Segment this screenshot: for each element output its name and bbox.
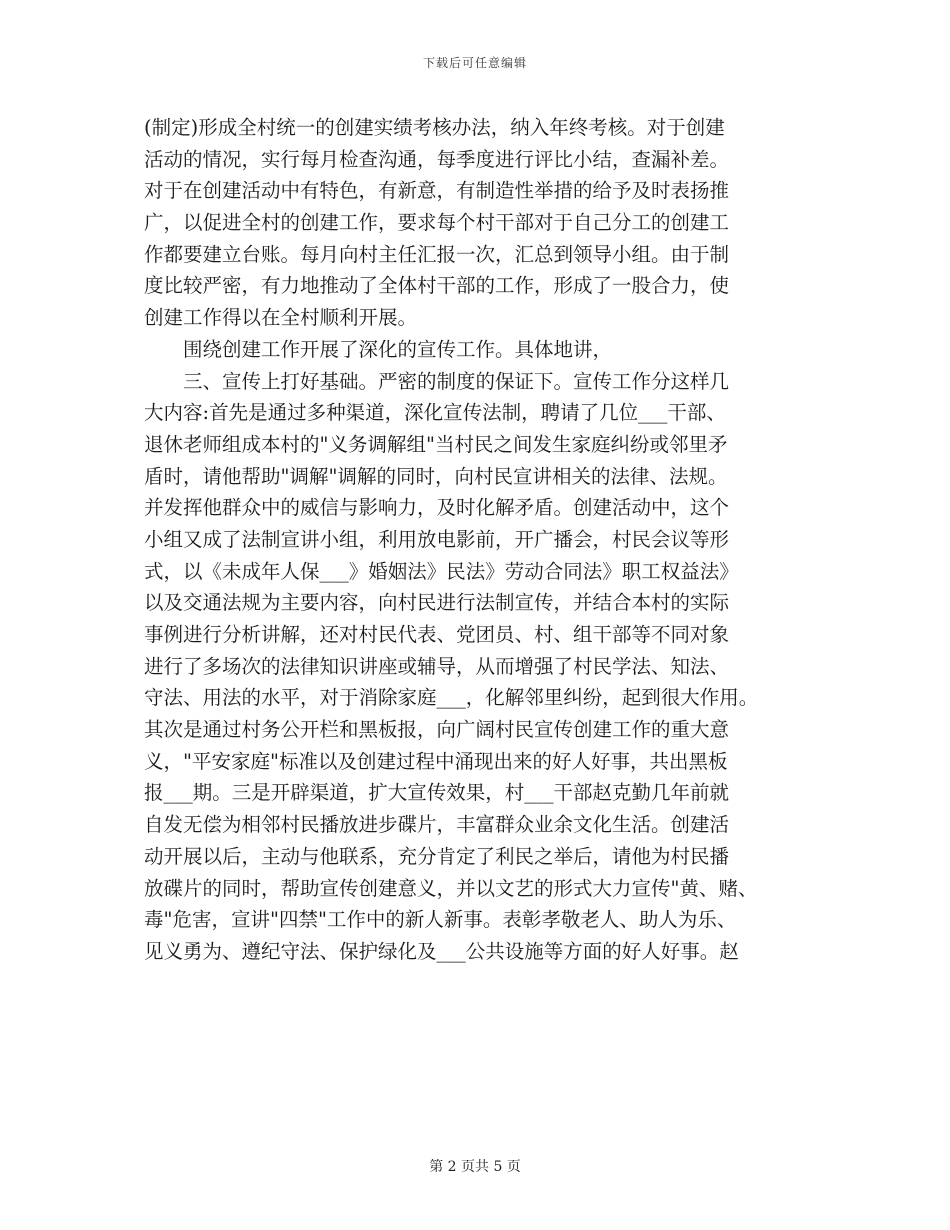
text-line: 报___期。三是开辟渠道，扩大宣传效果，村___干部赵克勤几年前就 bbox=[144, 781, 730, 805]
text-line: 对于在创建活动中有特色，有新意，有制造性举措的给予及时表扬推 bbox=[144, 179, 730, 203]
text-line: 义，"平安家庭"标准以及创建过程中涌现出来的好人好事，共出黑板 bbox=[144, 749, 728, 773]
text-line: 退休老师组成本村的"义务调解组"当村民之间发生家庭纠纷或邻里矛 bbox=[144, 432, 728, 456]
page-footer: 第 2 页共 5 页 bbox=[429, 1159, 521, 1175]
text-line: 进行了多场次的法律知识讲座或辅导，从而增强了村民学法、知法、 bbox=[144, 654, 730, 678]
text-line: 创建工作得以在全村顺利开展。 bbox=[144, 306, 418, 330]
text-line: 作都要建立台账。每月向村主任汇报一次，汇总到领导小组。由于制 bbox=[144, 242, 730, 266]
text-line: 三、宣传上打好基础。严密的制度的保证下。宣传工作分这样几 bbox=[144, 369, 730, 393]
text-line: 式，以《未成年人保___》婚姻法》民法》劳动合同法》职工权益法》 bbox=[144, 559, 739, 583]
text-line: 守法、用法的水平，对于消除家庭___，化解邻里纠纷，起到很大作用。 bbox=[144, 686, 759, 710]
text-line: 以及交通法规为主要内容，向村民进行法制宣传，并结合本村的实际 bbox=[144, 591, 730, 615]
text-line: 并发挥他群众中的威信与影响力，及时化解矛盾。创建活动中，这个 bbox=[144, 496, 730, 520]
text-line: 围绕创建工作开展了深化的宣传工作。具体地讲， bbox=[144, 337, 613, 361]
text-line: 小组又成了法制宣讲小组，利用放电影前，开广播会，村民会议等形 bbox=[144, 527, 730, 551]
text-line: 毒"危害，宣讲"四禁"工作中的新人新事。表彰孝敬老人、助人为乐、 bbox=[144, 908, 737, 932]
text-line: 事例进行分析讲解，还对村民代表、党团员、村、组干部等不同对象 bbox=[144, 623, 730, 646]
text-line: 大内容:首先是通过多种渠道，深化宣传法制，聘请了几位___干部、 bbox=[144, 401, 726, 425]
text-line: 见义勇为、遵纪守法、保护绿化及___公共设施等方面的好人好事。赵 bbox=[144, 939, 739, 963]
text-line: 活动的情况，实行每月检查沟通，每季度进行评比小结，查漏补差。 bbox=[144, 147, 730, 171]
text-line: 度比较严密，有力地推动了全体村干部的工作，形成了一股合力，使 bbox=[144, 274, 730, 298]
document-body bbox=[144, 112, 824, 968]
text-line: 盾时，请他帮助"调解"调解的同时，向村民宣讲相关的法律、法规。 bbox=[144, 464, 728, 488]
text-line: (制定)形成全村统一的创建实绩考核办法，纳入年终考核。对于创建 bbox=[144, 116, 725, 139]
page-header: 下载后可任意编辑 bbox=[422, 56, 527, 70]
text-line: 放碟片的同时，帮助宣传创建意义，并以文艺的形式大力宣传"黄、赌、 bbox=[144, 876, 758, 900]
text-line: 广，以促进全村的创建工作，要求每个村干部对于自己分工的创建工 bbox=[144, 211, 730, 235]
text-line: 自发无偿为相邻村民播放进步碟片，丰富群众业余文化生活。创建活 bbox=[144, 813, 730, 837]
text-line: 其次是通过村务公开栏和黑板报，向广阔村民宣传创建工作的重大意 bbox=[144, 718, 730, 742]
text-line: 动开展以后，主动与他联系，充分肯定了利民之举后，请他为村民播 bbox=[144, 844, 730, 868]
